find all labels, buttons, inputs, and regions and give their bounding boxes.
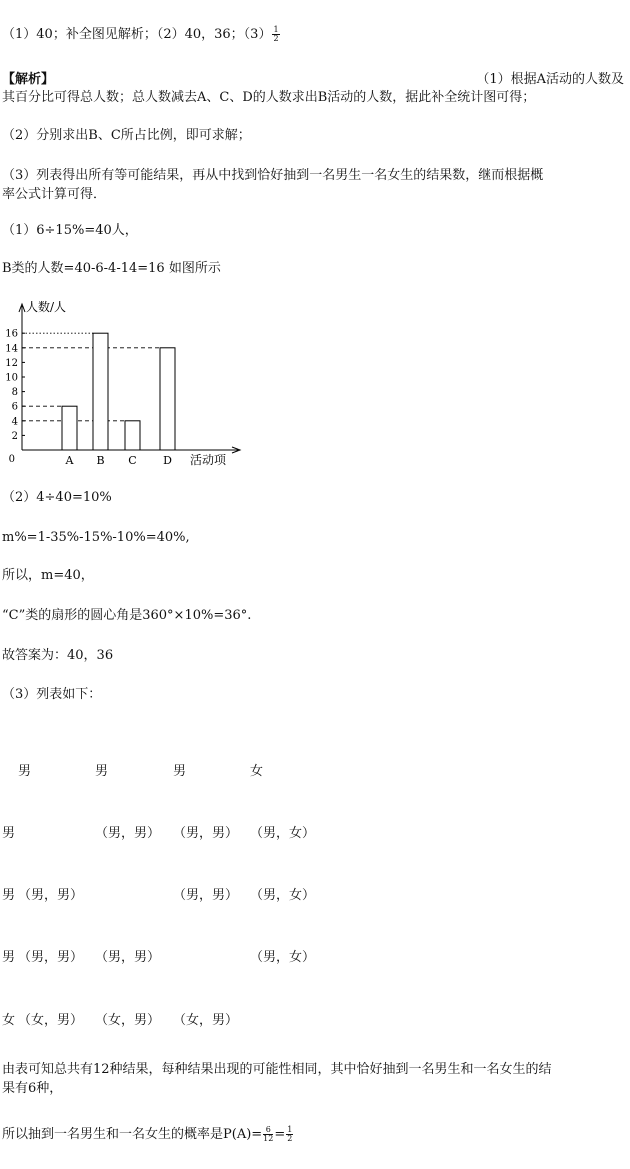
table-cell: （女，男） xyxy=(18,1013,84,1028)
x-tick-label: B xyxy=(96,454,105,467)
final-probability xyxy=(2,1126,294,1144)
equals-sign: = xyxy=(274,1127,286,1142)
solution-step2: B类的人数=40-6-4-14=16 如图所示 xyxy=(2,261,221,276)
table-row-1-label: 男 xyxy=(2,826,16,841)
fraction-1-2: $\frac{1}{2}$ xyxy=(287,1125,293,1143)
table-cell: （男，女） xyxy=(250,888,316,903)
solution-step3: （2）4÷40=10% xyxy=(2,490,112,505)
y-tick-label: 16 xyxy=(5,328,18,340)
table-header-2: 男 xyxy=(95,764,109,779)
table-cell: （女，男） xyxy=(95,1013,161,1028)
analysis-tag: 【解析】 xyxy=(2,72,55,87)
table-cell: （男，男） xyxy=(173,888,239,903)
table-cell: （男，男） xyxy=(95,950,161,965)
analysis-p1-line2: 其百分比可得总人数；总人数减去A、C、D的人数求出B活动的人数，据此补全统计图可得； xyxy=(2,90,536,105)
bar-C xyxy=(125,421,140,450)
origin-label: 0 xyxy=(8,454,15,465)
x-tick-label: D xyxy=(163,454,172,467)
solution-step5: 所以，m=40， xyxy=(2,568,94,583)
conclusion-line2: 果有6种， xyxy=(2,1081,63,1096)
analysis-p2: （2）分别求出B、C所占比例，即可求解； xyxy=(2,128,251,143)
analysis-p3-line1: （3）列表得出所有等可能结果，再从中找到恰好抽到一名男生一名女生的结果数，继而根据概 xyxy=(2,168,544,183)
analysis-p1-right: （1）根据A活动的人数及 xyxy=(476,72,624,87)
y-tick-label: 8 xyxy=(11,387,18,399)
y-tick-label: 2 xyxy=(11,430,18,442)
answer-line xyxy=(2,26,281,44)
bar-chart xyxy=(0,296,260,476)
table-header-4: 女 xyxy=(250,764,264,779)
x-axis-label: 活动项 xyxy=(190,453,227,467)
answer-text: （1）40；补全图见解析；（2）40，36；（3） xyxy=(2,27,272,42)
solution-step4: m%=1-35%-15%-10%=40%, xyxy=(2,530,190,545)
solution-step6: “C”类的扇形的圆心角是360°×10%=36°. xyxy=(2,608,252,623)
table-header-1: 男 xyxy=(18,764,32,779)
solution-step1: （1）6÷15%=40人， xyxy=(2,223,138,238)
table-row-3-label: 男 xyxy=(2,950,16,965)
table-cell: （男，男） xyxy=(173,826,239,841)
final-prefix: 所以抽到一名男生和一名女生的概率是P(A)= xyxy=(2,1127,263,1142)
table-cell: （男，男） xyxy=(95,826,161,841)
table-cell: （男，女） xyxy=(250,826,316,841)
table-row-2-label: 男 xyxy=(2,888,16,903)
y-tick-label: 6 xyxy=(11,401,18,413)
table-cell: （男，女） xyxy=(250,950,316,965)
solution-step8: （3）列表如下： xyxy=(2,687,102,702)
solution-step7: 故答案为：40，36 xyxy=(2,648,114,663)
y-tick-label: 14 xyxy=(5,343,18,355)
y-axis-label: 人数/人 xyxy=(26,300,67,314)
analysis-p3-line2: 率公式计算可得． xyxy=(2,187,107,202)
table-cell: （男，男） xyxy=(18,888,84,903)
x-tick-label: A xyxy=(65,454,74,467)
bar-D xyxy=(160,348,175,450)
x-tick-label: C xyxy=(128,454,137,467)
table-cell: （女，男） xyxy=(173,1013,239,1028)
table-cell: （男，男） xyxy=(18,950,84,965)
y-tick-label: 4 xyxy=(11,416,18,428)
bar-B xyxy=(93,333,108,450)
y-tick-label: 12 xyxy=(5,357,18,369)
bar-A xyxy=(62,406,77,450)
fraction-6-12: $\frac{6}{12}$ xyxy=(263,1125,274,1143)
conclusion-line1: 由表可知总共有12种结果，每种结果出现的可能性相同，其中恰好抽到一名男生和一名女生的结 xyxy=(2,1062,552,1077)
answer-fraction: $\frac{1}{2}$ xyxy=(273,25,279,43)
table-row-4-label: 女 xyxy=(2,1013,16,1028)
table-header-3: 男 xyxy=(173,764,187,779)
y-tick-label: 10 xyxy=(5,372,18,384)
